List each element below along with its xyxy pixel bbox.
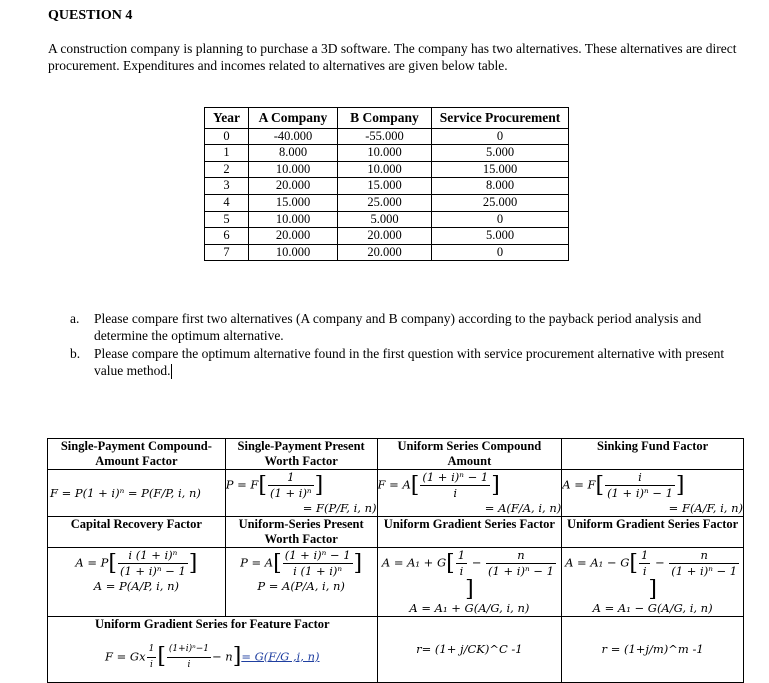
- text-cursor: [171, 364, 172, 379]
- cell-year: 5: [205, 211, 249, 228]
- cell-a-company: 10.000: [249, 211, 338, 228]
- cell-service: 5.000: [432, 228, 569, 245]
- cell-year: 4: [205, 194, 249, 211]
- formula-r2: r = (1+j/m)^m -1: [562, 617, 744, 683]
- cell-b-company: 10.000: [338, 161, 432, 178]
- hdr-ugff: Uniform Gradient Series for Feature Factor: [48, 617, 378, 633]
- table-header-row: [205, 108, 569, 129]
- cell-b-company: 20.000: [338, 244, 432, 261]
- hdr-sff: Sinking Fund Factor: [562, 439, 744, 470]
- table-row: [205, 228, 569, 245]
- table-row: [205, 145, 569, 162]
- hdr-spca: Single-Payment Compound-Amount Factor: [48, 439, 226, 470]
- question-a-label: a.: [70, 311, 80, 326]
- cell-service: 8.000: [432, 178, 569, 195]
- cell-a-company: 10.000: [249, 244, 338, 261]
- cell-a-company: 8.000: [249, 145, 338, 162]
- question-a: [70, 310, 730, 344]
- formula-crf: A = P[ $\frac{\text{i (1 + i)ⁿ}}{\text{(1 + i)ⁿ − 1}}$ ] A = P(A/P, i, n): [48, 548, 226, 617]
- question-b-label: b.: [70, 346, 81, 361]
- hdr-ugs2: Uniform Gradient Series Factor: [562, 517, 744, 548]
- cell-b-company: 10.000: [338, 145, 432, 162]
- cell-b-company: 5.000: [338, 211, 432, 228]
- formula-ugs1: A = A₁ + G[ $\frac{1}{i}$ − $\frac{n}{\text{(1 + i)ⁿ − 1}}$ ] A = A₁ + G(A/G, i, n): [377, 548, 562, 617]
- question-a-text: Please compare first two alternatives (A company and B company) according to the payback period analysis and determine the optimum alternative.: [94, 311, 702, 343]
- cell-b-company: 15.000: [338, 178, 432, 195]
- hdr-crf: Capital Recovery Factor: [48, 517, 226, 548]
- table-row: [205, 194, 569, 211]
- cell-year: 1: [205, 145, 249, 162]
- cell-year: 6: [205, 228, 249, 245]
- table-body: [205, 128, 569, 261]
- cell-service: 0: [432, 244, 569, 261]
- formula-ugs2: A = A₁ − G[ $\frac{1}{i}$ − $\frac{n}{\text{(1 + i)ⁿ − 1}}$ ] A = A₁ − G(A/G, i, n): [562, 548, 744, 617]
- intro-paragraph: A construction company is planning to purchase a 3D software. The company has two alternatives. These alternatives are direct procurement. Expenditures and incomes related to alternatives are given below table.: [48, 41, 737, 73]
- col-a-company-header: A Company: [249, 108, 338, 129]
- cell-year: 0: [205, 128, 249, 145]
- col-year-header: Year: [205, 108, 249, 129]
- cell-b-company: 25.000: [338, 194, 432, 211]
- cell-year: 7: [205, 244, 249, 261]
- cell-service: 25.000: [432, 194, 569, 211]
- cell-b-company: 20.000: [338, 228, 432, 245]
- cell-year: 3: [205, 178, 249, 195]
- hdr-ugs1: Uniform Gradient Series Factor: [377, 517, 562, 548]
- question-b-text: Please compare the optimum alternative found in the first question with service procurement alternative with present value method.: [94, 346, 725, 378]
- formula-r1: r= (1+ j/CK)^C -1: [377, 617, 562, 683]
- col-service-header: Service Procurement: [432, 108, 569, 129]
- formula-sppw: P = F[ $\frac{1}{\text{(1 + i)ⁿ}}$ ] = F(P/F, i, n): [225, 470, 377, 515]
- cell-service: 0: [432, 211, 569, 228]
- formula-ugff: F = Gx $\frac{1}{i}$ [ $\frac{\text{(1+i)ⁿ−1}}{i}$ − n]= G(F/G ,i, n): [48, 632, 378, 683]
- table-row: [205, 161, 569, 178]
- cell-service: 15.000: [432, 161, 569, 178]
- cell-a-company: 15.000: [249, 194, 338, 211]
- hdr-sppw: Single-Payment Present Worth Factor: [225, 439, 377, 470]
- cell-a-company: 20.000: [249, 228, 338, 245]
- cell-a-company: 20.000: [249, 178, 338, 195]
- formula-table: [47, 438, 744, 683]
- table-row: [205, 244, 569, 261]
- question-title: QUESTION 4: [48, 8, 133, 23]
- cell-b-company: -55.000: [338, 128, 432, 145]
- table-row: [205, 211, 569, 228]
- cell-a-company: -40.000: [249, 128, 338, 145]
- table-row: [205, 128, 569, 145]
- hdr-uspw: Uniform-Series Present Worth Factor: [225, 517, 377, 548]
- formula-sff: A = F[ $\frac{i}{\text{(1 + i)ⁿ − 1}}$ ] = F(A/F, i, n): [562, 470, 743, 515]
- cell-year: 2: [205, 161, 249, 178]
- question-b: [70, 345, 730, 379]
- cell-service: 5.000: [432, 145, 569, 162]
- cash-flow-table: [204, 107, 569, 261]
- cell-service: 0: [432, 128, 569, 145]
- question-list: [70, 310, 730, 380]
- formula-spca: F = P(1 + i)ⁿ = P(F/P, i, n): [48, 470, 226, 517]
- table-row: [205, 178, 569, 195]
- cell-a-company: 10.000: [249, 161, 338, 178]
- formula-uspw: P = A[ $\frac{\text{(1 + i)ⁿ − 1}}{\text{i (1 + i)ⁿ}}$ ] P = A(P/A, i, n): [225, 548, 377, 617]
- col-b-company-header: B Company: [338, 108, 432, 129]
- formula-usca: F = A[ $\frac{\text{(1 + i)ⁿ − 1}}{i}$ ] = A(F/A, i, n): [377, 470, 562, 515]
- hdr-usca: Uniform Series Compound Amount: [377, 439, 562, 470]
